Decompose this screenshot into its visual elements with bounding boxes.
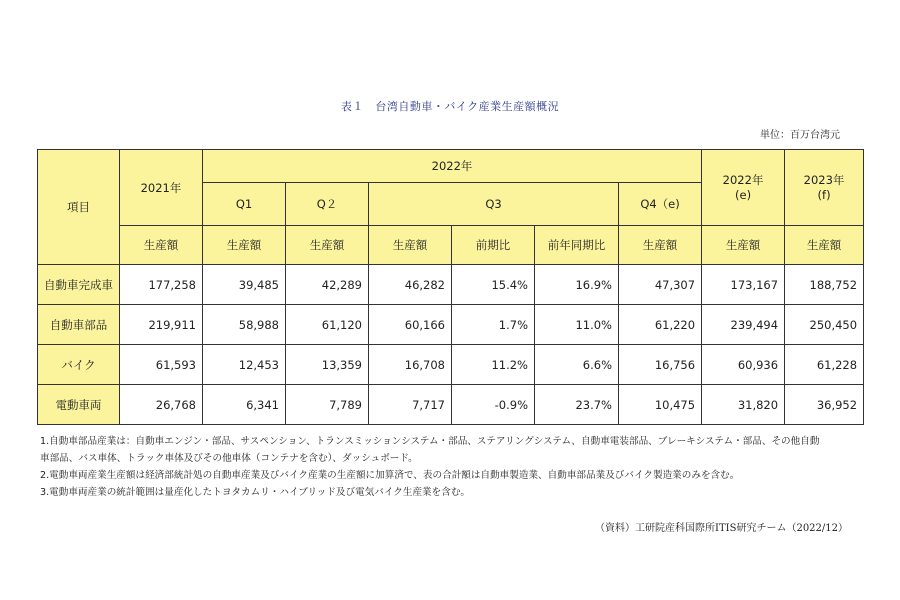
year-2022e-line1: 2022年 xyxy=(722,172,764,187)
row-label: バイク xyxy=(38,345,120,385)
sub-header-output: 生産額 xyxy=(785,226,864,265)
table-cell: 39,485 xyxy=(203,265,286,305)
table-cell: 47,307 xyxy=(619,265,702,305)
table-cell: -0.9% xyxy=(452,385,535,425)
table-cell: 36,952 xyxy=(785,385,864,425)
table-cell: 7,717 xyxy=(369,385,452,425)
sub-header-output: 生産額 xyxy=(203,226,286,265)
q2-header: Q２ xyxy=(286,183,369,226)
q1-header: Q1 xyxy=(203,183,286,226)
table-title: 表１ 台湾自動車・バイク産業生産額概況 xyxy=(340,100,560,113)
footnote-line: 1.自動車部品産業は：自動車エンジン・部品、サスペンション、トランスミッションシステム・部品、ステアリングシステム、自動車電装部品、ブレーキシステム・部品、その他自動 xyxy=(40,436,820,447)
production-table xyxy=(37,149,864,425)
table-cell: 1.7% xyxy=(452,305,535,345)
table-cell: 60,936 xyxy=(702,345,785,385)
footnotes xyxy=(40,433,870,501)
sub-header-output: 生産額 xyxy=(369,226,452,265)
table-cell: 31,820 xyxy=(702,385,785,425)
year-2022-header: 2022年 xyxy=(203,150,702,183)
sub-header-output: 生産額 xyxy=(619,226,702,265)
table-cell: 46,282 xyxy=(369,265,452,305)
table-cell: 219,911 xyxy=(120,305,203,345)
table-cell: 23.7% xyxy=(535,385,619,425)
sub-header-qoq: 前期比 xyxy=(452,226,535,265)
year-2023f-line2: (f) xyxy=(817,187,831,202)
table-cell: 16,756 xyxy=(619,345,702,385)
table-cell: 16.9% xyxy=(535,265,619,305)
table-cell: 61,228 xyxy=(785,345,864,385)
table-cell: 250,450 xyxy=(785,305,864,345)
table-cell: 239,494 xyxy=(702,305,785,345)
table-cell: 42,289 xyxy=(286,265,369,305)
sub-header-output: 生産額 xyxy=(286,226,369,265)
year-2023f-header xyxy=(785,150,864,226)
table-cell: 6.6% xyxy=(535,345,619,385)
table-cell: 16,708 xyxy=(369,345,452,385)
footnote-line: 3.電動車両産業の統計範囲は量産化したトヨタカムリ・ハイブリッド及び電気バイク生産業を含む。 xyxy=(40,487,471,498)
table-cell: 58,988 xyxy=(203,305,286,345)
source-credit: （資料）工研院産科国際所ITIS研究チーム（2022/12） xyxy=(595,523,848,534)
table-cell: 15.4% xyxy=(452,265,535,305)
table-row xyxy=(38,345,864,385)
table-cell: 188,752 xyxy=(785,265,864,305)
table-cell: 61,120 xyxy=(286,305,369,345)
table-cell: 6,341 xyxy=(203,385,286,425)
table-cell: 11.2% xyxy=(452,345,535,385)
table-cell: 10,475 xyxy=(619,385,702,425)
row-label: 自動車完成車 xyxy=(38,265,120,305)
table-row xyxy=(38,265,864,305)
sub-header-output: 生産額 xyxy=(120,226,203,265)
q3-header: Q3 xyxy=(369,183,619,226)
table-cell: 177,258 xyxy=(120,265,203,305)
table-cell: 173,167 xyxy=(702,265,785,305)
table-cell: 61,593 xyxy=(120,345,203,385)
year-2022e-line2: (e) xyxy=(735,187,752,202)
unit-label: 単位：百万台湾元 xyxy=(760,130,840,141)
table-cell: 7,789 xyxy=(286,385,369,425)
row-label: 自動車部品 xyxy=(38,305,120,345)
footnote-line: 2.電動車両産業生産額は経済部統計処の自動車産業及びバイク産業の生産額に加算済で、表の合計額は自動車製造業、自動車部品業及びバイク製造業のみを含む。 xyxy=(40,470,740,481)
table-cell: 12,453 xyxy=(203,345,286,385)
year-2021-header: 2021年 xyxy=(120,150,203,226)
row-label: 電動車両 xyxy=(38,385,120,425)
item-header: 項目 xyxy=(38,150,120,265)
sub-header-yoy: 前年同期比 xyxy=(535,226,619,265)
table-cell: 11.0% xyxy=(535,305,619,345)
table-cell: 61,220 xyxy=(619,305,702,345)
year-2022e-header xyxy=(702,150,785,226)
table-cell: 60,166 xyxy=(369,305,452,345)
table-row xyxy=(38,305,864,345)
sub-header-output: 生産額 xyxy=(702,226,785,265)
footnote-line: 車部品、バス車体、トラック車体及びその他車体（コンテナを含む）、ダッシュボード。 xyxy=(40,453,418,464)
table-cell: 26,768 xyxy=(120,385,203,425)
table-cell: 13,359 xyxy=(286,345,369,385)
year-2023f-line1: 2023年 xyxy=(803,172,845,187)
q4-header: Q4（e) xyxy=(619,183,702,226)
table-row xyxy=(38,385,864,425)
